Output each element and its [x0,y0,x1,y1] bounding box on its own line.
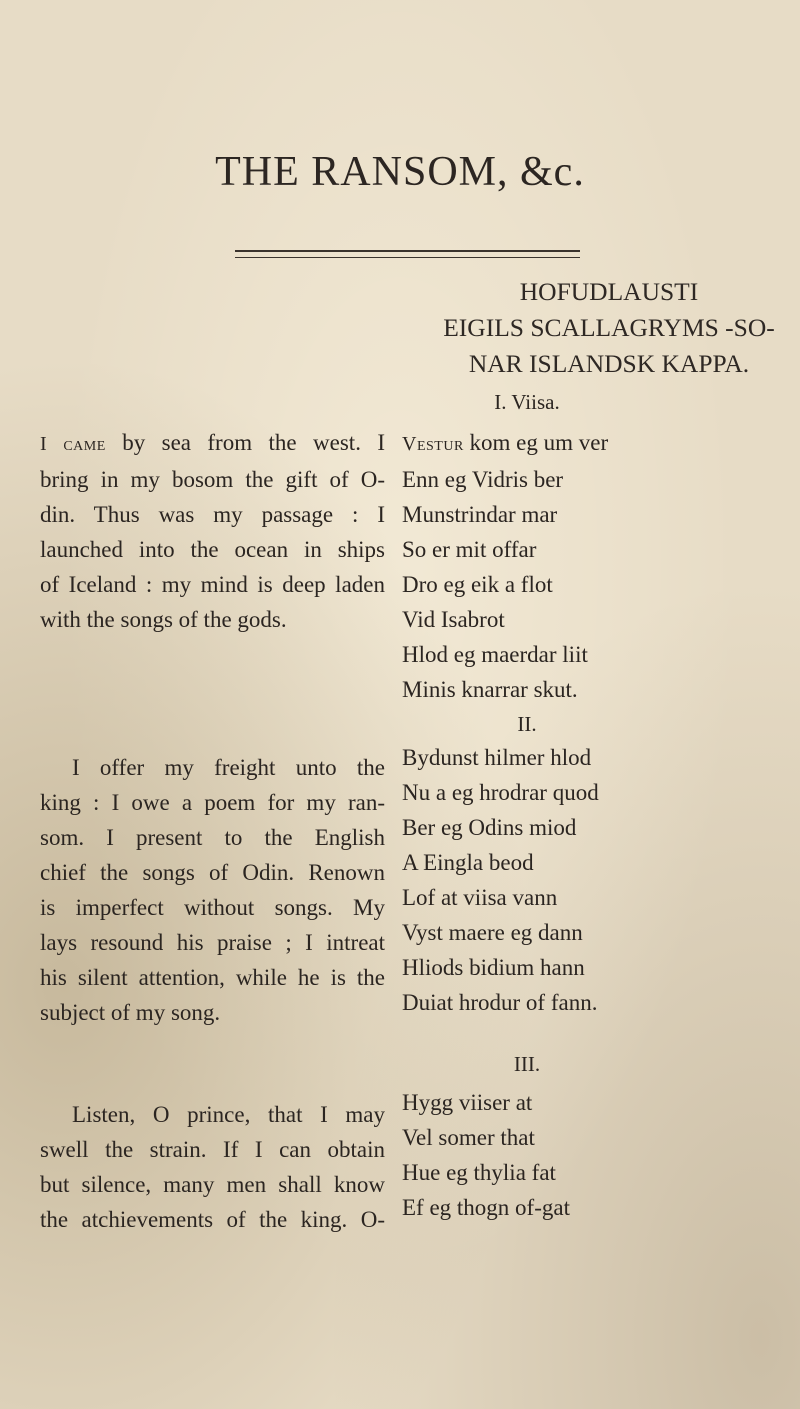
verse-line: Enn eg Vidris ber [402,467,564,492]
verse-line: Hliods bidium hann [402,955,585,980]
poem-heading [424,274,794,382]
title-rule [235,250,580,258]
prose-line: of Iceland : my mind is deep laden [40,572,385,597]
verse-line: Vel somer that [402,1125,535,1150]
verse-line: Vid Isabrot [402,607,505,632]
stanza-2-verse [402,740,792,1020]
verse-line: Hygg viiser at [402,1090,533,1115]
verse-line: A Eingla beod [402,850,534,875]
verse-line: Dro eg eik a flot [402,572,553,597]
stanza-3-numeral: III. [513,1052,541,1076]
running-title: THE RANSOM, &c. [215,149,585,195]
verse-line: Minis knarrar skut. [402,677,578,702]
stanza-1-numeral: I. Viisa. [494,390,560,414]
verse-line: Ef eg thogn of-gat [402,1195,570,1220]
prose-line [40,425,385,462]
verse-line: So er mit offar [402,537,537,562]
verse-line: Hue eg thylia fat [402,1160,556,1185]
prose-line: with the songs of the gods. [40,607,287,632]
prose-line: I offer my freight unto the [72,755,385,780]
verse-line: Duiat hrodur of fann. [402,990,598,1015]
prose-line: chief the songs of Odin. Renown [40,860,385,885]
prose-line: king : I owe a poem for my ran- [40,790,385,815]
verse-line: Vyst maere eg dann [402,920,583,945]
stanza-1-translation [40,425,385,637]
verse-line: Nu a eg hrodrar quod [402,780,599,805]
prose-line: Listen, O prince, that I may [72,1102,385,1127]
prose-line: his silent attention, while he is the [40,965,385,990]
verse-lead-smallcaps: Vestur [402,433,464,455]
verse-line: Ber eg Odins miod [402,815,577,840]
verse-line: Bydunst hilmer hlod [402,745,592,770]
prose-line: is imperfect without songs. My [40,895,385,920]
verse-line [402,425,792,462]
prose-line: lays resound his praise ; I intreat [40,930,385,955]
verse-line: Munstrindar mar [402,502,558,527]
prose-line-rest: by sea from the west. I [122,430,386,455]
prose-line: swell the strain. If I can obtain [40,1137,385,1162]
prose-line: the atchievements of the king. O- [40,1207,385,1232]
verse-line: Hlod eg maerdar liit [402,642,588,667]
stanza-2-numeral: II. [517,712,537,736]
verse-line-rest: kom eg um ver [469,430,609,455]
heading-line-2: EIGILS SCALLAGRYMS -SO- [443,313,775,342]
prose-line: launched into the ocean in ships [40,537,385,562]
stanza-1-verse [402,425,792,707]
prose-line: subject of my song. [40,1000,221,1025]
stanza-3-verse [402,1085,792,1225]
stanza-2-translation [40,750,385,1030]
prose-line: but silence, many men shall know [40,1172,385,1197]
prose-line: din. Thus was my passage : I [40,502,385,527]
prose-line: bring in my bosom the gift of O- [40,467,385,492]
verse-line: Lof at viisa vann [402,885,558,910]
heading-line-1: HOFUDLAUSTI [519,277,699,306]
prose-lead-smallcaps: I came [40,433,106,455]
prose-line: som. I present to the English [40,825,385,850]
stanza-3-translation [40,1097,385,1237]
heading-line-3: NAR ISLANDSK KAPPA. [468,349,750,378]
